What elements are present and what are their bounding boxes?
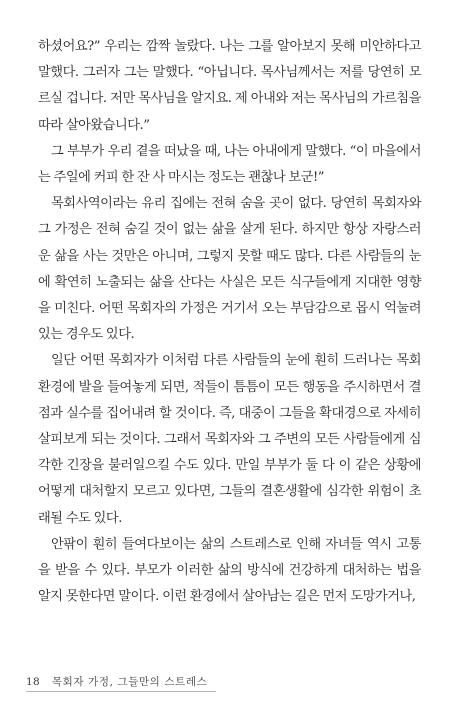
footer-rule <box>26 691 216 692</box>
paragraph-1: 하셨어요?” 우리는 깜짝 놀랐다. 나는 그를 알아보지 못해 미안하다고 말했다. 그러자 그는 말했다. “아닙니다. 목사님께서는 저를 당연히 모르실 겁니다. 저만 목사님을 알지요. 제 아내와 저는 목사님의 가르침을 따라 살아왔습니다.” <box>38 39 421 133</box>
paragraph-3: 목회사역이라는 유리 집에는 전혀 숨을 곳이 없다. 당연히 목회자와 그 가정은 전혀 숨길 것이 없는 삶을 살게 된다. 하지만 항상 자랑스러운 삶을 사는 것만은 아니며, 그렇지 못할 때도 많다. 다른 사람들의 눈에 확연히 노출되는 삶을 산다는 사실은 모든 식구들에게 지대한 영향을 미친다. 어떤 목회자의 가정은 거기서 오는 부담감으로 몹시 억눌려 있는 경우도 있다. <box>38 196 421 343</box>
page-footer <box>26 674 207 689</box>
body-text <box>38 34 421 610</box>
running-title: 목회자 가정, 그들만의 스트레스 <box>51 676 208 688</box>
paragraph-5: 안팎이 훤히 들여다보이는 삶의 스트레스로 인해 자녀들 역시 고통을 받을 수 있다. 부모가 이러한 삶의 방식에 건강하게 대처하는 법을 알지 못한다면 말이다. 이런 환경에서 살아남는 길은 먼저 도망가거나, <box>38 536 421 605</box>
paragraph-4: 일단 어떤 목회자가 이처럼 다른 사람들의 눈에 훤히 드러나는 목회 환경에 발을 들여놓게 되면, 적들이 틈틈이 모든 행동을 주시하면서 결점과 실수를 집어내려 할 것이다. 즉, 대중이 그들을 확대경으로 자세히 살피보게 되는 것이다. 그래서 목회자와 그 주변의 모든 사람들에게 심각한 긴장을 불러일으킬 수도 있다. 만일 부부가 둘 다 이 같은 상황에 어떻게 대처할지 모르고 있다면, 그들의 결혼생활에 심각한 위험이 초래될 수도 있다. <box>38 353 421 526</box>
page-number: 18 <box>26 676 40 688</box>
paragraph-2: 그 부부가 우리 곁을 떠났을 때, 나는 아내에게 말했다. “이 마을에서는 주일에 커피 한 잔 사 마시는 정도는 괜찮나 보군!” <box>38 143 421 186</box>
